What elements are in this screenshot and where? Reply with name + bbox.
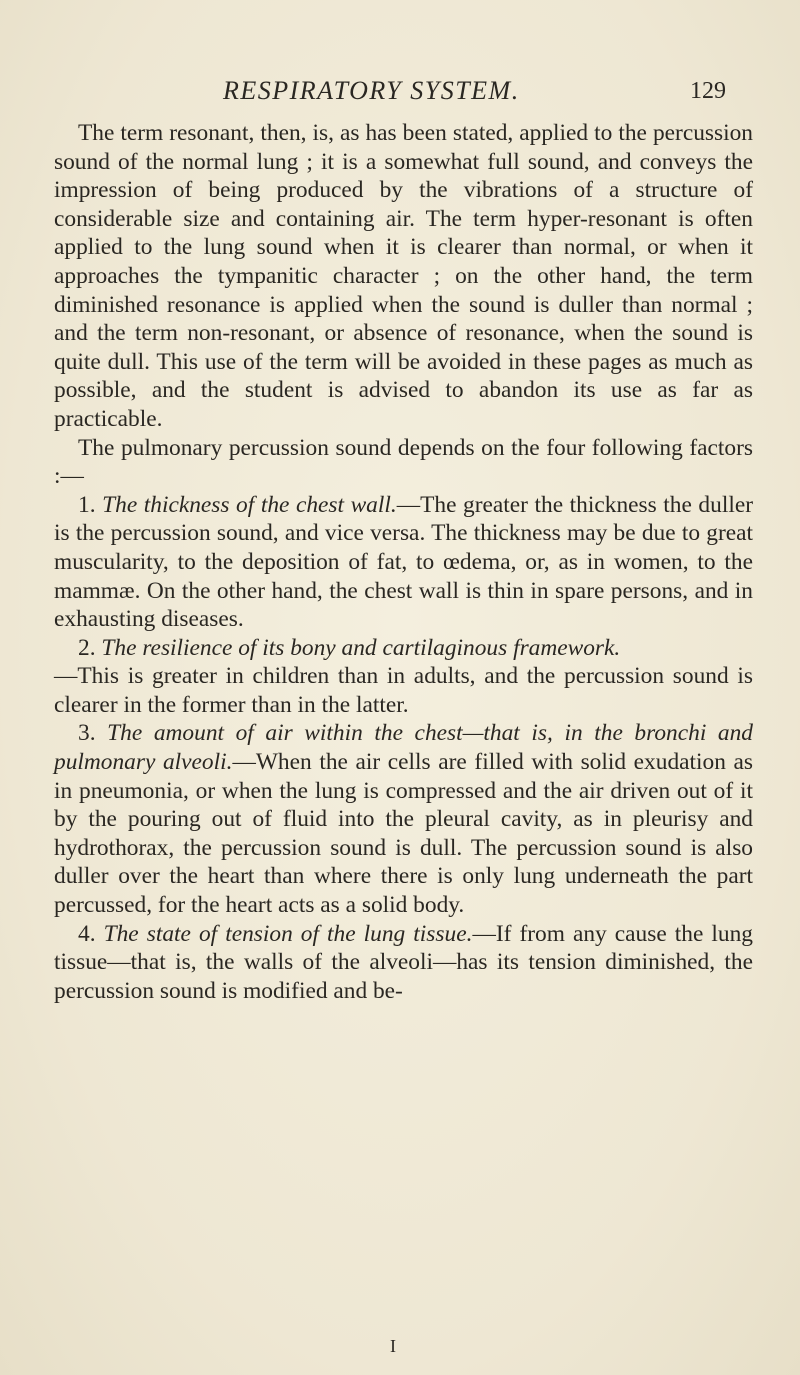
running-title: RESPIRATORY SYSTEM. (223, 76, 520, 105)
factor-text: —If from any cause the lung tissue—that is, the walls of the alveoli—has its tension diminished, the percussion sound is modified and be- (54, 920, 753, 1004)
factor-number: 2. (78, 634, 102, 661)
factor-text: —The greater the thickness the duller is the percussion sound, and vice versa. The thickness may be due to great muscularity, to the deposition of fat, to œdema, or, as in women, to the mammæ. On the other hand, the chest wall is thin in spare persons, and in exhausting diseases. (54, 491, 753, 633)
paragraph-intro (54, 119, 753, 434)
factor-4 (54, 920, 753, 1006)
factor-text: —When the air cells are filled with solid exudation as in pneumonia, or when the lung is compressed and the air driven out of it by the pouring out of fluid into the pleural cavity, as in pleurisy and hydrothorax, the percussion sound is dull. The percussion sound is also duller over the heart than where there is only lung underneath the part percussed, for the heart acts as a solid body. (54, 749, 753, 919)
page-number: 129 (690, 78, 726, 104)
factor-2 (54, 634, 753, 720)
factor-title: The state of tension of the lung tissue. (103, 920, 473, 947)
factor-1 (54, 491, 753, 634)
factor-number: 3. (78, 720, 108, 747)
factor-number: 1. (78, 491, 103, 518)
paragraph-text: The term resonant, then, is, as has been stated, applied to the percussion sound of the normal lung ; it is a somewhat full sound, and conveys the impression of being produced by the vibrations of a structure of considerable size and containing air. The term hyper-resonant is often applied to the lung sound when it is clearer than normal, or when it approaches the tympanitic character ; on the other hand, the term diminished resonance is applied when the sound is duller than normal ; and the term non-resonant, or absence of resonance, when the sound is quite dull. This use of the term will be avoided in these pages as much as possible, and the student is advised to abandon its use as far as practicable. (54, 120, 753, 432)
factor-title: The thickness of the chest wall. (102, 491, 397, 518)
factor-number: 4. (78, 920, 104, 947)
paragraph-factors-intro (54, 434, 753, 491)
factor-title: The amount of air within the chest—that is, in the bronchi and pulmonary alveoli. (54, 720, 754, 776)
signature-letter: I (390, 1336, 396, 1356)
factor-3 (54, 719, 753, 919)
factor-title: The resilience of its bony and cartilaginous framework. (101, 634, 621, 661)
body-text (54, 119, 753, 1005)
running-header (0, 74, 800, 108)
factor-text: —This is greater in children than in adults, and the percussion sound is clearer in the former than in the latter. (54, 663, 753, 718)
paragraph-text: The pulmonary percussion sound depends on the four following factors :— (54, 434, 753, 490)
